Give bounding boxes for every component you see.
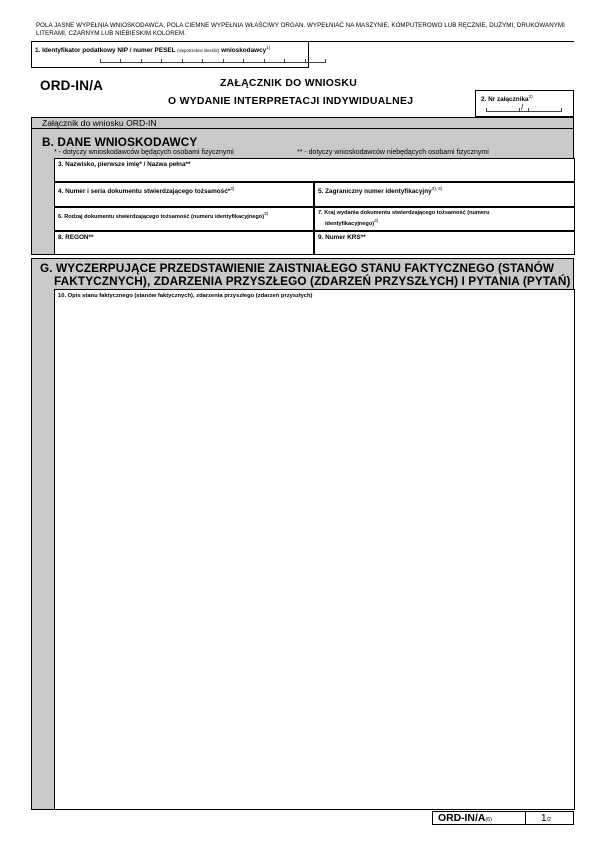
- digit-box-tick: [141, 59, 142, 63]
- form-code: ORD-IN/A: [40, 78, 104, 93]
- digit-baseline: [100, 62, 325, 63]
- digit-box-tick: [305, 59, 306, 63]
- box-tick: [561, 108, 562, 112]
- field-7-issuing-country[interactable]: [314, 207, 575, 231]
- field-6-label: [58, 210, 268, 221]
- field-10-description[interactable]: [54, 289, 575, 810]
- attachment-number-boxes: [486, 103, 562, 112]
- taxpayer-id-label: [35, 44, 270, 55]
- field-10-label: 10. Opis stanu faktycznego (stanów faktycznych), zdarzenia przyszłego (zdarzeń przyszłych): [58, 293, 313, 299]
- attachment-number-separator: /: [521, 103, 524, 112]
- digit-box-tick: [182, 59, 183, 63]
- field-5-label: [318, 185, 442, 196]
- field-7-label-line1: 7. Kraj wydania dokumentu stwierdzającego tożsamość (numeru: [318, 210, 490, 216]
- footnote-ref: 3): [374, 218, 379, 223]
- footer-form-code-box: [432, 811, 574, 825]
- field-9-label: 9. Numer KRS**: [318, 234, 366, 241]
- box-tick: [528, 108, 529, 112]
- footer-page-total: /2: [546, 817, 552, 823]
- form-title-line2: O WYDANIE INTERPRETACJI INDYWIDUALNEJ: [168, 96, 414, 107]
- attachment-number-baseline: [486, 111, 562, 112]
- field-4-document-number[interactable]: [54, 182, 314, 207]
- field-8-label: 8. REGON**: [58, 234, 94, 241]
- digit-box-tick: [120, 59, 121, 63]
- digit-box-tick: [243, 59, 244, 63]
- section-g: [31, 258, 574, 810]
- field-8-regon[interactable]: [54, 231, 314, 255]
- footnote-ref: 1): [266, 45, 271, 50]
- taxpayer-id-label-note: (niepotrzebne skreślić): [177, 48, 220, 54]
- footnote-ref: 2): [528, 94, 533, 99]
- footer-form-code: [438, 812, 492, 827]
- field-3-label: 3. Nazwisko, pierwsze imię* / Nazwa pełna**: [58, 161, 191, 168]
- digit-box-tick: [161, 59, 162, 63]
- footnote-ref: 3): [264, 211, 269, 216]
- footer-form-version: (6): [485, 817, 492, 823]
- digit-box-tick: [284, 59, 285, 63]
- section-b: [31, 129, 574, 255]
- field-5-foreign-id[interactable]: [314, 182, 575, 207]
- field-6-label-text: 6. Rodzaj dokumentu stwierdzającego tożsamość (numeru identyfikacyjnego): [58, 213, 265, 220]
- footer-divider: [525, 812, 526, 824]
- box-tick: [519, 108, 520, 112]
- taxpayer-id-field[interactable]: [31, 42, 309, 68]
- footnote-ref: 3): [230, 186, 235, 191]
- digit-box-tick: [100, 59, 101, 63]
- attachment-bar-text: Załącznik do wniosku ORD-IN: [42, 118, 157, 128]
- footer-page-number: [541, 812, 551, 827]
- digit-boxes: [100, 58, 325, 63]
- field-4-label-text: 4. Numer i seria dokumentu stwierdzającego tożsamość*: [58, 188, 231, 196]
- attachment-number-label: [481, 93, 533, 104]
- attachment-bar: [31, 117, 574, 129]
- section-b-heading: B. DANE WNIOSKODAWCY: [42, 135, 198, 149]
- field-4-label: [58, 185, 234, 196]
- footer-page-current: 1: [541, 813, 547, 824]
- field-7-label-line2: identyfikacyjnego): [325, 220, 375, 227]
- section-g-heading-line1: G. WYCZERPUJĄCE PRZEDSTAWIENIE ZAISTNIAŁEGO STANU FAKTYCZNEGO (STANÓW: [40, 261, 555, 275]
- field-5-label-text: 5. Zagraniczny numer identyfikacyjny: [318, 188, 432, 196]
- footnote-ref: 3), 4): [431, 186, 443, 191]
- note-individuals: * - dotyczy wnioskodawców będących osobami fizycznymi: [54, 149, 234, 156]
- box-tick: [486, 108, 487, 112]
- field-7-label-line2-wrap: [318, 217, 490, 228]
- digit-box-tick: [325, 59, 326, 63]
- attachment-number-label-text: 2. Nr załącznika: [481, 96, 529, 104]
- digit-box-tick: [264, 59, 265, 63]
- taxpayer-id-label-tail: wnioskodawcy: [221, 47, 267, 55]
- digit-box-tick: [202, 59, 203, 63]
- note-entities: ** - dotyczy wnioskodawców niebędących osobami fizycznymi: [297, 149, 489, 156]
- field-9-krs[interactable]: [314, 231, 575, 255]
- taxpayer-id-label-main: 1. Identyfikator podatkowy NIP / numer PESEL: [35, 47, 176, 55]
- footer-form-code-text: ORD-IN/A: [438, 813, 486, 824]
- field-3-name[interactable]: [54, 158, 575, 182]
- form-instructions: POLA JASNE WYPEŁNIA WNIOSKODAWCA, POLA CIEMNE WYPEŁNIA WŁAŚCIWY ORGAN. WYPEŁNIAĆ NA MASZYNIE, KOMPUTEROWO LUB RĘCZNIE, DUŻYMI, DRUKOWANYMI LITERAMI, CZARNYM LUB NIEBIESKIM KOLOREM.: [36, 22, 565, 37]
- section-g-heading-line2: FAKTYCZNYCH), ZDARZENIA PRZYSZŁEGO (ZDARZEŃ PRZYSZŁYCH) I PYTANIA (PYTAŃ): [54, 274, 571, 288]
- attachment-number-field[interactable]: [475, 90, 574, 117]
- field-6-document-type[interactable]: [54, 207, 314, 231]
- form-title-line1: ZAŁĄCZNIK DO WNIOSKU: [220, 78, 358, 89]
- digit-box-tick: [223, 59, 224, 63]
- field-7-label: [318, 210, 490, 228]
